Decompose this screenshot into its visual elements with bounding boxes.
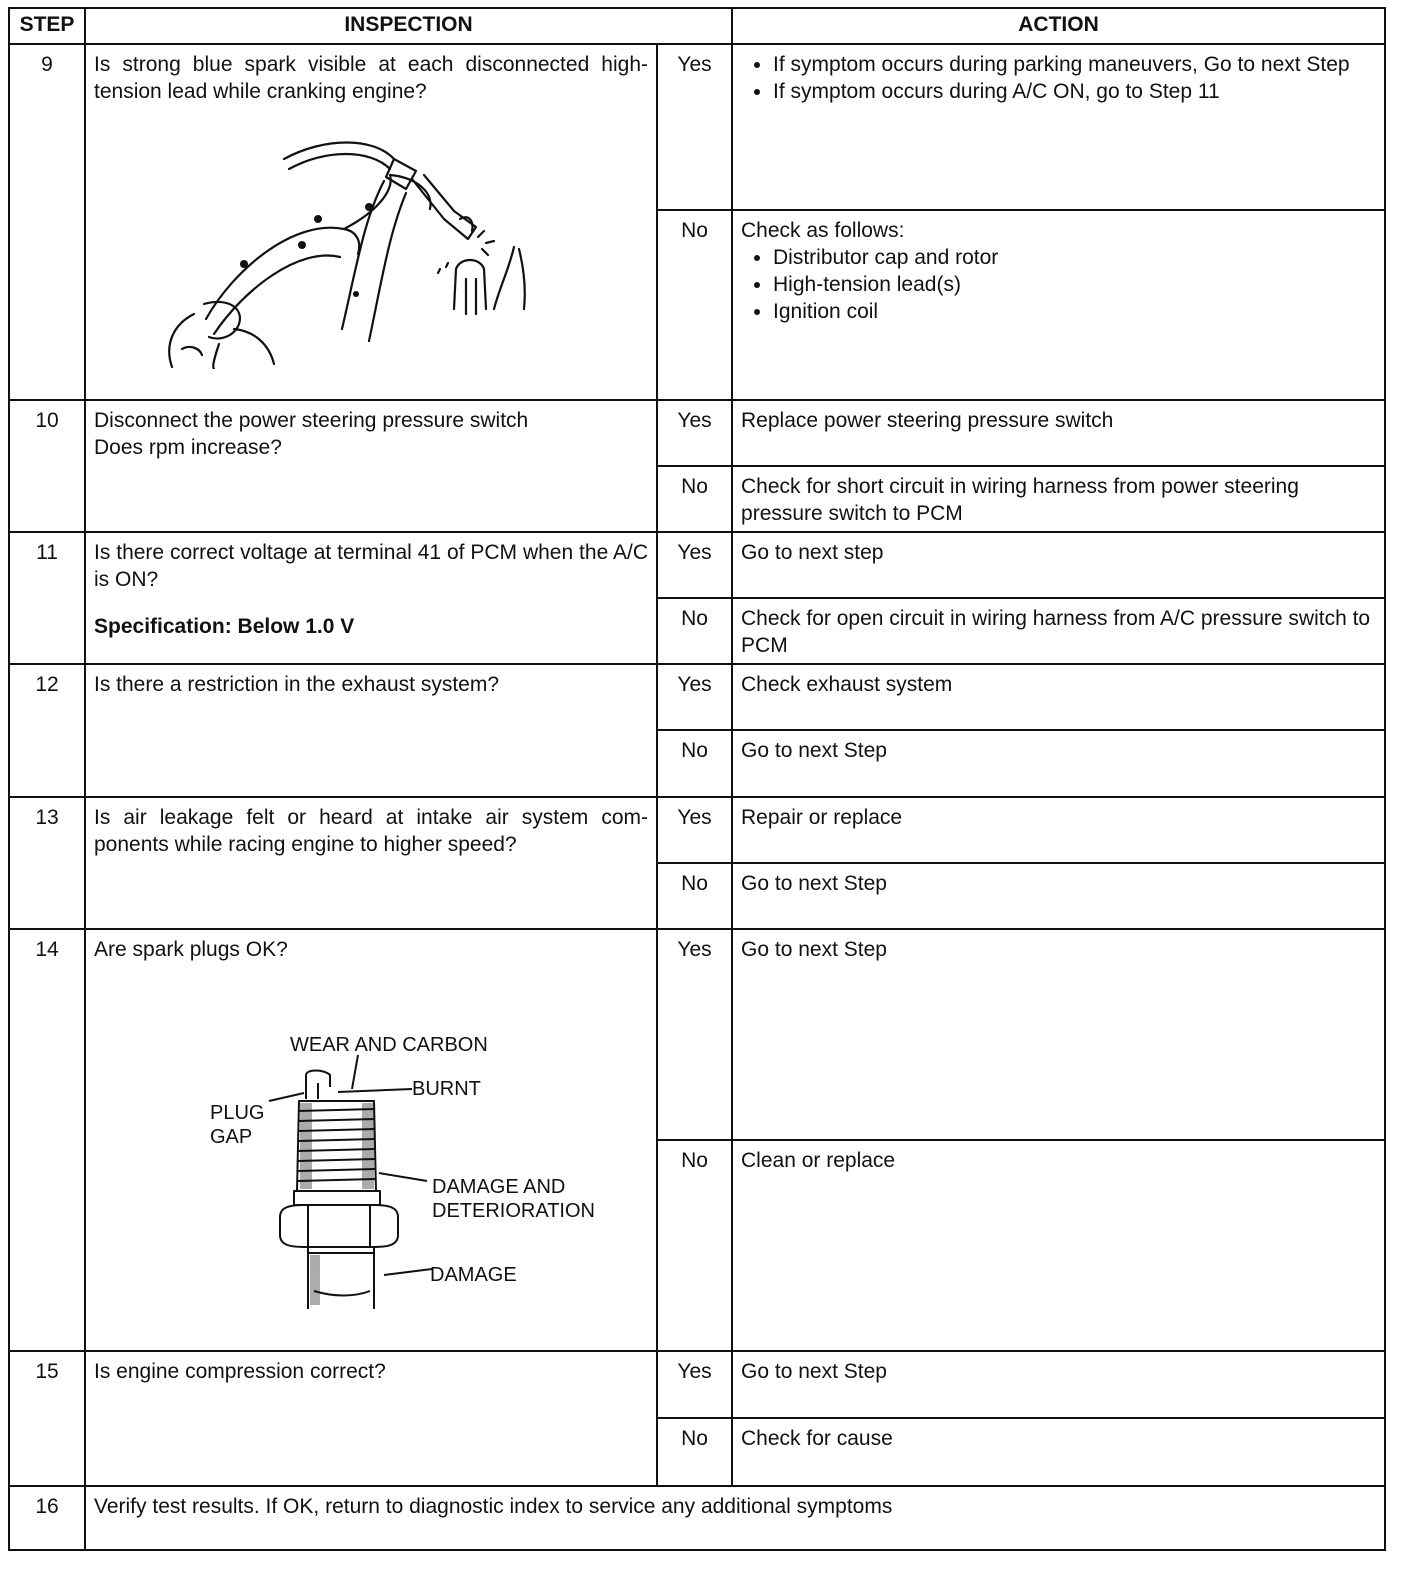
- action-text: Repair or replace: [732, 797, 1385, 863]
- table-row: [9, 1351, 1385, 1418]
- inspection-text: Is strong blue spark visible at each disconnected high-tension lead while cranking engine?: [94, 53, 648, 103]
- action-text: Go to next Step: [732, 1351, 1385, 1418]
- table-row: [9, 664, 1385, 730]
- answer-no: No: [657, 863, 732, 929]
- inspection-text: Is air leakage felt or heard at intake air system com-ponents while racing engine to higher speed?: [85, 797, 657, 929]
- label-wear-carbon: WEAR AND CARBON: [290, 1034, 488, 1056]
- header-inspection: INSPECTION: [85, 8, 732, 44]
- action-cell: [732, 44, 1385, 210]
- list-item: • High-tension lead(s): [773, 271, 1376, 298]
- list-item: • If symptom occurs during A/C ON, go to Step 11: [773, 78, 1376, 105]
- answer-yes: Yes: [657, 400, 732, 466]
- answer-no: No: [657, 730, 732, 797]
- action-text: Go to next step: [732, 532, 1385, 598]
- inspection-text: Disconnect the power steering pressure switch: [94, 409, 529, 432]
- action-text: Go to next Step: [732, 863, 1385, 929]
- list-item: • If symptom occurs during parking maneuvers, Go to next Step: [773, 51, 1376, 78]
- action-text: Check exhaust system: [732, 664, 1385, 730]
- answer-no: No: [657, 210, 732, 400]
- table-row: [9, 44, 1385, 210]
- step-number: 14: [9, 929, 85, 1351]
- inspection-text: Is there correct voltage at terminal 41 of PCM when the A/C is ON?: [94, 541, 648, 591]
- spark-test-illustration: [94, 119, 649, 369]
- inspection-cell: [85, 532, 657, 664]
- answer-yes: Yes: [657, 929, 732, 1140]
- table-row: [9, 532, 1385, 598]
- step-number: 9: [9, 44, 85, 400]
- step-number: 15: [9, 1351, 85, 1486]
- label-damage-deterioration: DAMAGE AND: [432, 1176, 566, 1198]
- table-row: [9, 929, 1385, 1140]
- action-text: Check for short circuit in wiring harness from power steering pressure switch to PCM: [732, 466, 1385, 532]
- inspection-cell: [85, 929, 657, 1351]
- answer-yes: Yes: [657, 532, 732, 598]
- header-row: [9, 8, 1385, 44]
- step-number: 11: [9, 532, 85, 664]
- step-number: 10: [9, 400, 85, 532]
- label-plug: PLUG: [210, 1102, 265, 1124]
- specification: Specification: Below 1.0 V: [94, 615, 355, 638]
- header-step: STEP: [9, 8, 85, 44]
- action-intro: Check as follows:: [741, 219, 905, 242]
- label-burnt: BURNT: [412, 1078, 481, 1100]
- diagnostic-table: [8, 7, 1386, 1551]
- header-action: ACTION: [732, 8, 1385, 44]
- answer-yes: Yes: [657, 797, 732, 863]
- label-deterioration: DETERIORATION: [432, 1200, 595, 1222]
- action-text: Go to next Step: [732, 730, 1385, 797]
- action-text: Clean or replace: [732, 1140, 1385, 1351]
- action-list: [741, 51, 1376, 105]
- answer-yes: Yes: [657, 1351, 732, 1418]
- action-text: Replace power steering pressure switch: [732, 400, 1385, 466]
- answer-no: No: [657, 598, 732, 664]
- inspection-text: Does rpm increase?: [94, 436, 282, 459]
- inspection-cell: [85, 400, 657, 532]
- verify-text: Verify test results. If OK, return to diagnostic index to service any additional symptoms: [85, 1486, 1385, 1550]
- step-number: 13: [9, 797, 85, 929]
- answer-no: No: [657, 466, 732, 532]
- answer-no: No: [657, 1140, 732, 1351]
- inspection-text: Is engine compression correct?: [85, 1351, 657, 1486]
- step-number: 16: [9, 1486, 85, 1550]
- action-text: Go to next Step: [732, 929, 1385, 1140]
- list-item: • Ignition coil: [773, 298, 1376, 325]
- answer-yes: Yes: [657, 44, 732, 210]
- spark-plug-diagram: [94, 991, 649, 1321]
- step-number: 12: [9, 664, 85, 797]
- action-text: Check for open circuit in wiring harness from A/C pressure switch to PCM: [732, 598, 1385, 664]
- list-item: • Distributor cap and rotor: [773, 244, 1376, 271]
- table-row: [9, 400, 1385, 466]
- action-cell: [732, 210, 1385, 400]
- table-row: [9, 797, 1385, 863]
- action-list: [741, 244, 1376, 325]
- label-gap: GAP: [210, 1126, 253, 1148]
- answer-yes: Yes: [657, 664, 732, 730]
- table-row: [9, 1486, 1385, 1550]
- inspection-text: Is there a restriction in the exhaust system?: [85, 664, 657, 797]
- inspection-text: Are spark plugs OK?: [94, 938, 288, 961]
- answer-no: No: [657, 1418, 732, 1486]
- label-damage: DAMAGE: [430, 1264, 517, 1286]
- action-text: Check for cause: [732, 1418, 1385, 1486]
- inspection-cell: [85, 44, 657, 400]
